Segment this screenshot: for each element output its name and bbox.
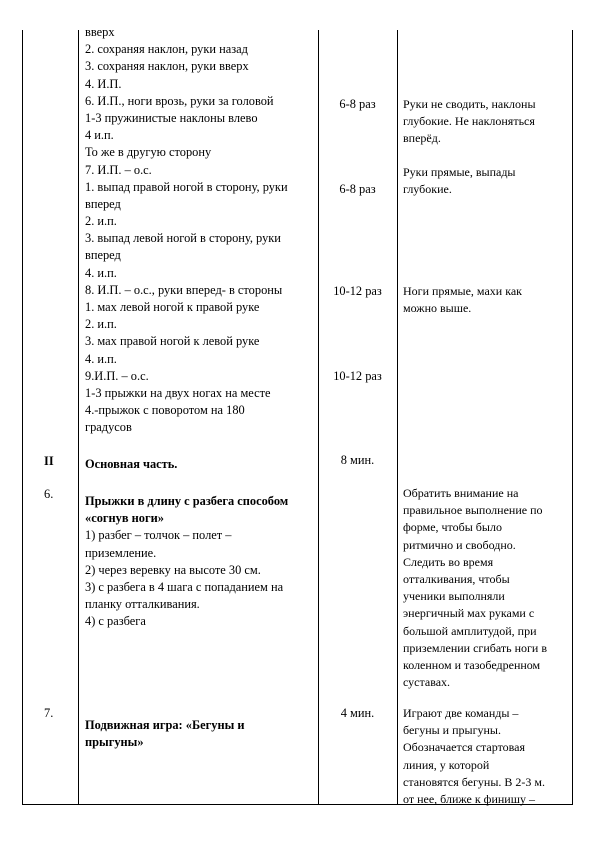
section-number: II (44, 454, 54, 468)
note-line: большой амплитудой, при (403, 623, 537, 638)
warmup-line: 1-3 пружинистые наклоны влево (85, 110, 258, 125)
game-title: прыгуны» (85, 735, 144, 750)
note-line: Обозначается стартовая (403, 740, 526, 755)
warmup-line: 2. и.п. (85, 214, 117, 229)
long-jump-step: 3) с разбега в 4 шага с попаданием на (85, 579, 284, 594)
warmup-line: 1. мах левой ногой к правой руке (85, 300, 260, 314)
game-title: Подвижная игра: «Бегуны и (85, 718, 245, 732)
long-jump-exercise (85, 493, 288, 631)
note-block (403, 164, 516, 198)
note-line: Ноги прямые, махи как (403, 284, 522, 298)
warmup-line: 1. выпад правой ногой в сторону, руки (85, 179, 288, 194)
table-divider-1 (78, 30, 79, 805)
warmup-line: 2. сохраняя наклон, руки назад (85, 42, 248, 57)
note-line: форме, чтобы было (403, 520, 502, 535)
long-jump-step: 4) с разбега (85, 614, 146, 629)
table-divider-2 (318, 30, 319, 805)
warmup-line: вперед (85, 196, 121, 211)
game-exercise (85, 717, 245, 751)
note-line: бегуны и прыгуны. (403, 723, 501, 738)
note-line: глубокие. Не наклоняться (403, 114, 535, 129)
table-border-left (22, 30, 23, 805)
warmup-line: 3. мах правой ногой к левой руке (85, 334, 260, 349)
warmup-line: 1-3 прыжки на двух ногах на месте (85, 385, 271, 400)
note-line: Играют две команды – (403, 706, 519, 720)
warmup-line: То же в другую сторону (85, 145, 212, 160)
long-jump-step: 1) разбег – толчок – полет – (85, 528, 232, 543)
warmup-line: 3. выпад левой ногой в сторону, руки (85, 231, 281, 246)
warmup-line: 4 и.п. (85, 128, 114, 143)
note-line: становятся бегуны. В 2-3 м. (403, 774, 546, 789)
note-line: суставах. (403, 675, 451, 690)
dosage-value: 10-12 раз (333, 284, 382, 298)
warmup-line: 2. и.п. (85, 317, 117, 332)
note-line: Обратить внимание на (403, 486, 519, 500)
note-line: ритмично и свободно. (403, 537, 516, 552)
long-jump-step: планку отталкивания. (85, 597, 200, 612)
dosage-value: 6-8 раз (339, 97, 376, 111)
warmup-line: 4. и.п. (85, 351, 117, 366)
warmup-line: 6. И.П., ноги врозь, руки за головой (85, 93, 274, 108)
dosage-value: 10-12 раз (333, 369, 382, 383)
dosage-value: 4 мин. (340, 706, 375, 720)
note-line: вперёд. (403, 131, 441, 146)
warmup-exercise-list (85, 24, 288, 437)
note-line: глубокие. (403, 182, 452, 197)
warmup-line: вперед (85, 248, 121, 263)
note-block (403, 283, 522, 317)
table-divider-3 (397, 30, 398, 805)
note-line: приземлении сгибать ноги в (403, 640, 548, 655)
note-line: отталкивания, чтобы (403, 571, 510, 586)
warmup-line: 4. И.П. (85, 76, 122, 91)
warmup-line: вверх (85, 25, 115, 39)
dosage-value: 6-8 раз (339, 182, 376, 196)
note-line: Следить во время (403, 554, 494, 569)
long-jump-title: Прыжки в длину с разбега способом (85, 494, 289, 508)
note-block (403, 705, 545, 808)
dosage-value: 8 мин. (340, 453, 375, 467)
long-jump-step: приземление. (85, 545, 157, 560)
warmup-line: 4.-прыжок с поворотом на 180 (85, 403, 245, 418)
note-line: можно выше. (403, 301, 472, 316)
table-border-right (572, 30, 573, 805)
note-line: коленном и тазобедренном (403, 657, 541, 672)
warmup-line: 3. сохраняя наклон, руки вверх (85, 59, 249, 74)
note-line: правильное выполнение по (403, 503, 543, 518)
note-line: Руки прямые, выпады (403, 165, 516, 179)
long-jump-title: «согнув ноги» (85, 511, 164, 526)
note-block (403, 96, 536, 148)
warmup-line: 7. И.П. – о.с. (85, 162, 152, 177)
note-block (403, 485, 547, 691)
note-line: Руки не сводить, наклоны (403, 97, 536, 111)
warmup-line: 8. И.П. – о.с., руки вперед- в стороны (85, 282, 283, 297)
main-part-heading: Основная часть. (85, 457, 178, 471)
note-line: ученики выполняли (403, 589, 505, 604)
note-line: линия, у которой (403, 757, 490, 772)
warmup-line: 4. и.п. (85, 265, 117, 280)
note-line: от нее, ближе к финишу – (403, 791, 535, 806)
item-7-number: 7. (44, 706, 54, 720)
long-jump-step: 2) через веревку на высоте 30 см. (85, 562, 261, 577)
note-line: энергичный мах руками с (403, 606, 535, 621)
warmup-line: 9.И.П. – о.с. (85, 368, 149, 383)
warmup-line: градусов (85, 420, 132, 435)
item-6-number: 6. (44, 487, 54, 501)
